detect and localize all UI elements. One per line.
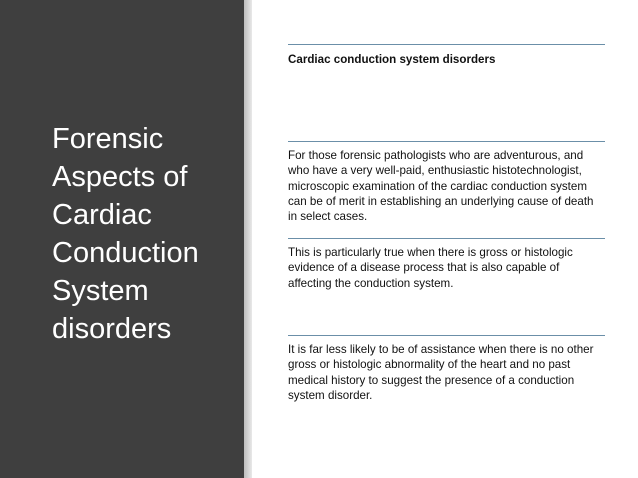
section-heading: Cardiac conduction system disorders [288, 53, 496, 66]
section-rule [288, 141, 605, 142]
paragraph: This is particularly true when there is gross or histologic evidence of a disease process that is also capable of affecting the conduction system. [288, 246, 573, 290]
content-area [288, 0, 605, 478]
section-rule [288, 44, 605, 45]
paragraph: It is far less likely to be of assistance when there is no other gross or histologic abnormality of the heart and no past medical history to suggest the presence of a conduction system disorder. [288, 343, 594, 402]
paragraph: For those forensic pathologists who are adventurous, and who have a very well-paid, enthusiastic histotechnologist, microscopic examination of the cardiac conduction system can be of merit in establishing an underlying cause of death in select cases. [288, 149, 594, 224]
section-rule [288, 238, 605, 239]
section-rule [288, 335, 605, 336]
slide-title: Forensic Aspects of Cardiac Conduction System disorders [52, 123, 199, 345]
panel-divider [244, 0, 252, 478]
